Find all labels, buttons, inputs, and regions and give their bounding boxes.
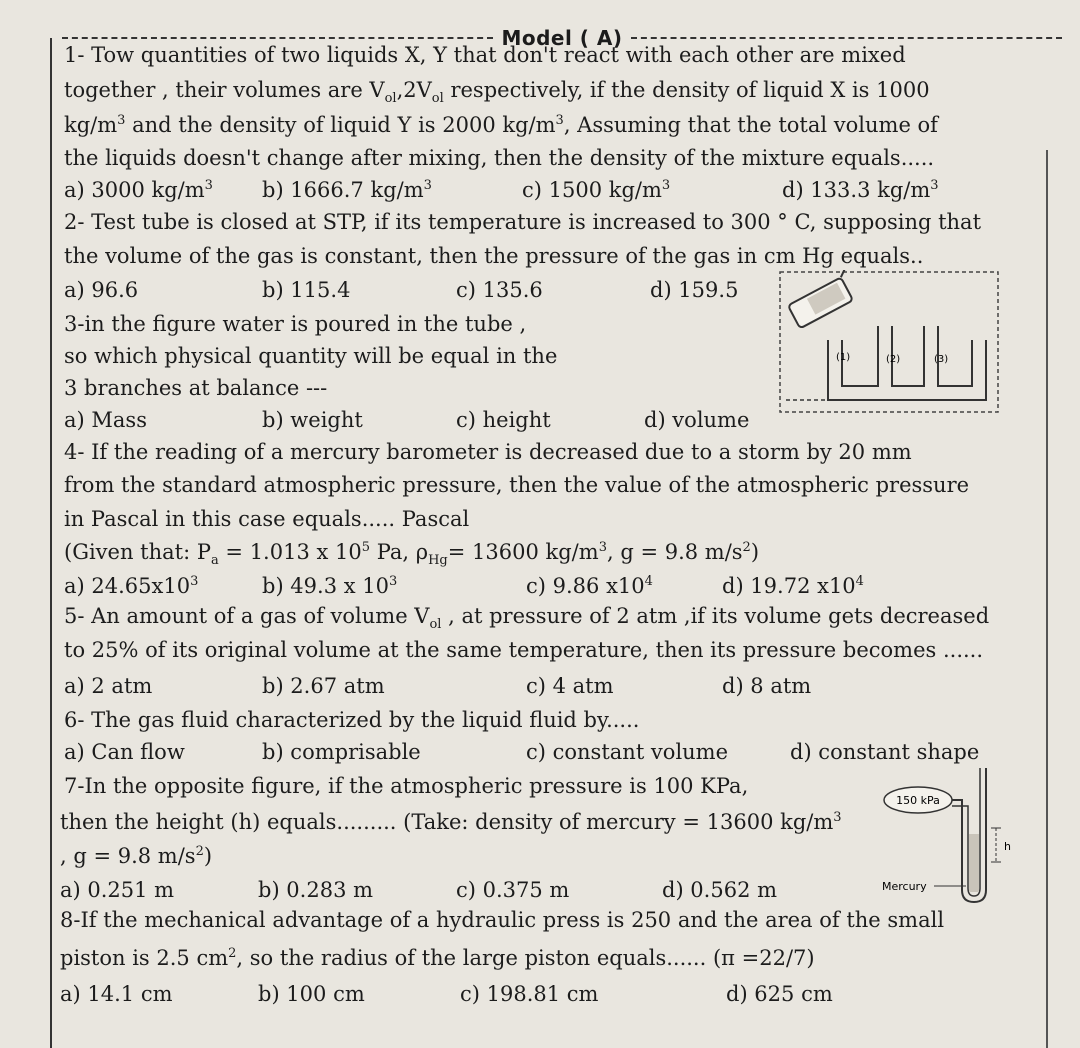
q8-line-1: 8-If the mechanical advantage of a hydraulic press is 250 and the area of the small [60,908,945,932]
q3-branch-label-2: (2) [886,354,901,365]
q7-line-3: , g = 9.8 $m/s^2$) [60,844,213,868]
q1-line-3: $kg/m^3$ and the density of liquid Y is 2000 $kg/m^3$, Assuming that the total volume of [64,113,938,137]
q5-option-b[interactable]: b) 2.67 atm [262,674,385,698]
left-margin-rule [50,38,52,1048]
header-dash-left [62,37,493,39]
q6-option-a[interactable]: a) Can flow [64,740,185,764]
q1-option-a[interactable]: a) 3000 $kg/m^3$ [64,178,213,202]
q2-option-b[interactable]: b) 115.4 [262,278,351,302]
q1-line-1: 1- Tow quantities of two liquids X, Y that don't react with each other are mixed [64,43,906,67]
q3-tube-outline [828,340,986,400]
q5-line-2: to 25% of its original volume at the same temperature, then its pressure becomes ...... [64,638,984,662]
q5-option-d[interactable]: d) 8 atm [722,674,812,698]
q4-option-c[interactable]: c) 9.86 $x10^4$ [526,574,653,598]
q7-mercury-column [969,834,979,892]
q4-line-2: from the standard atmospheric pressure, then the value of the atmospheric pressure [64,473,970,497]
q2-option-c[interactable]: c) 135.6 [456,278,543,302]
q4-option-a[interactable]: a) $24.65x10^3$ [64,574,199,598]
q2-option-d[interactable]: d) 159.5 [650,278,739,302]
q7-gas-pressure-label: 150 kPa [896,794,940,807]
q4-option-b[interactable]: b) 49.3 x $10^3$ [262,574,398,598]
q5-option-a[interactable]: a) 2 atm [64,674,153,698]
q3-option-a[interactable]: a) Mass [64,408,147,432]
q3-option-b[interactable]: b) weight [262,408,363,432]
q8-option-a[interactable]: a) 14.1 cm [60,982,173,1006]
model-title: Model ( A) [501,26,623,50]
q7-option-c[interactable]: c) 0.375 m [456,878,570,902]
q4-line-1: 4- If the reading of a mercury barometer is decreased due to a storm by 20 mm [64,440,912,464]
q3-line-3: 3 branches at balance --- [64,376,328,400]
q8-option-d[interactable]: d) 625 cm [726,982,833,1006]
q2-line-2: the volume of the gas is constant, then the pressure of the gas in cm Hg equals.. [64,244,924,268]
q7-option-a[interactable]: a) 0.251 m [60,878,175,902]
q7-mercury-label: Mercury [882,880,927,893]
q1-line-4: the liquids doesn't change after mixing, then the density of the mixture equals..... [64,146,935,170]
q8-option-c[interactable]: c) 198.81 cm [460,982,599,1006]
q4-line-3: in Pascal in this case equals..... Pascal [64,507,470,531]
q1-option-b[interactable]: b) 1666.7 $kg/m^3$ [262,178,432,202]
q1-option-c[interactable]: c) 1500 $kg/m^3$ [522,178,671,202]
q6-line-1: 6- The gas fluid characterized by the liquid fluid by..... [64,708,640,732]
q3-branch-label-1: (1) [836,352,851,363]
q1-line-2: together , their volumes are $V_{ol},2V_{ol}$ respectively, if the density of liquid X is 1000 [64,78,930,107]
q8-line-2: piston is 2.5 $cm^2$, so the radius of the large piston equals...... (π =22/7) [60,946,815,970]
q4-option-d[interactable]: d) 19.72 $x10^4$ [722,574,864,598]
q3-line-1: 3-in the figure water is poured in the tube , [64,312,527,336]
q3-line-2: so which physical quantity will be equal in the [64,344,558,368]
q1-option-d[interactable]: d) 133.3 $kg/m^3$ [782,178,939,202]
q2-line-1: 2- Test tube is closed at STP, if its temperature is increased to 300 ° C, supposing that [64,210,982,234]
q2-option-a[interactable]: a) 96.6 [64,278,139,302]
q7-h-label: h [1004,840,1011,853]
q3-connected-tubes-figure [776,270,1024,416]
q7-option-d[interactable]: d) 0.562 m [662,878,778,902]
q3-branch-label-3: (3) [934,354,949,365]
q7-line-1: 7-In the opposite figure, if the atmospheric pressure is 100 KPa, [64,774,749,798]
q3-option-c[interactable]: c) height [456,408,551,432]
q7-manometer-figure [878,762,1028,912]
q6-option-d[interactable]: d) constant shape [790,740,980,764]
q7-line-2: then the height (h) equals......... (Take: density of mercury = 13600 $kg/m^3$ [60,810,842,834]
q4-given: (Given that: $P_a = 1.013$ x $10^5$ Pa, $\rho_{Hg}= 13600$ $kg/m^3$, g = 9.8 $m/s^2$) [64,540,760,569]
q3-option-d[interactable]: d) volume [644,408,750,432]
q6-option-b[interactable]: b) comprisable [262,740,421,764]
q6-option-c[interactable]: c) constant volume [526,740,729,764]
q5-option-c[interactable]: c) 4 atm [526,674,614,698]
q3-beaker-icon [785,270,860,328]
header-dash-right [631,37,1062,39]
right-margin-rule [1046,150,1048,1048]
q8-option-b[interactable]: b) 100 cm [258,982,365,1006]
q7-option-b[interactable]: b) 0.283 m [258,878,374,902]
q5-line-1: 5- An amount of a gas of volume $V_{ol}$ , at pressure of 2 atm ,if its volume gets decreased [64,604,990,633]
